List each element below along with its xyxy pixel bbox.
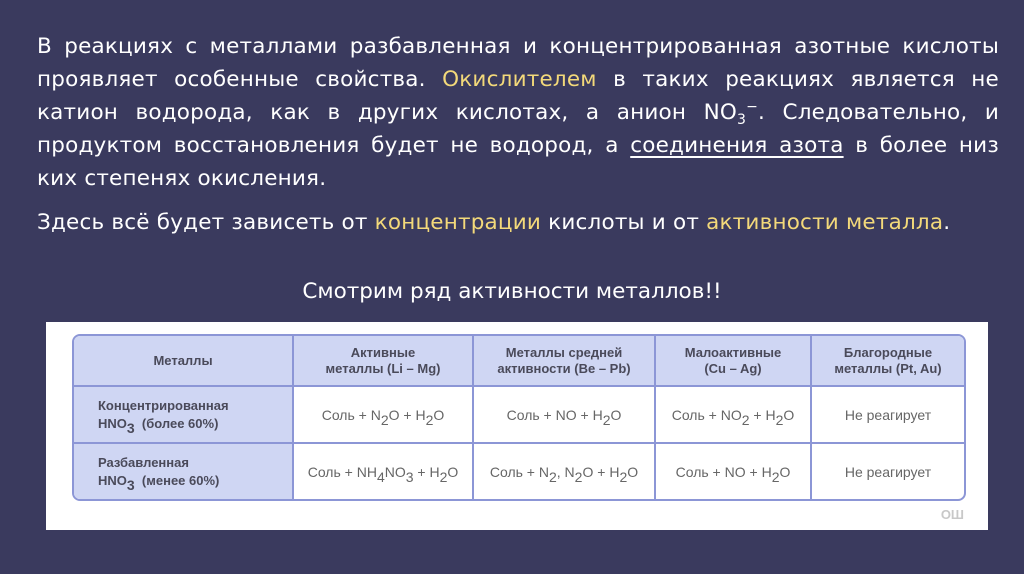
header-active: Активные металлы (Li – Mg): [294, 336, 474, 387]
table-header-row: [74, 336, 964, 387]
subtitle: Смотрим ряд активности металлов!!: [302, 279, 722, 304]
cell-dilute-active: Соль + $NH_4NO_3 + H_2O$: [294, 444, 474, 499]
cell-dilute-low: Соль + NO + $H_2O$: [656, 444, 812, 499]
watermark: ОШ: [940, 507, 964, 522]
text-segment: Здесь всё будет зависеть от: [37, 210, 368, 235]
subscript: 3: [736, 112, 747, 128]
header-noble: Благородные металлы (Pt, Au): [812, 336, 964, 387]
cell-concentrated-active: Соль + $N_2O + H_2O$: [294, 387, 474, 444]
text-segment: В реакциях с металлами разбавленная и концентрированная азотные кислоты проявляет особенные свойства.: [37, 34, 999, 92]
text-segment: . Следовательно, и продуктом восстановления будет не водород, а: [37, 100, 999, 158]
text-segment: .: [943, 210, 951, 235]
header-middle: Металлы средней активности (Be – Pb): [474, 336, 656, 387]
table-row-dilute: [74, 444, 964, 499]
cell-dilute-noble: Не реагирует: [844, 463, 932, 480]
superscript: −: [746, 99, 759, 115]
cell-dilute-middle: Соль + $N_2$, $N_2O + H_2O$: [474, 444, 656, 499]
header-low-active: Малоактивные (Cu – Ag): [656, 336, 812, 387]
cell-concentrated-noble: Не реагирует: [812, 387, 964, 444]
paragraph-nitric-acid: [37, 30, 999, 195]
underlined-nitrogen-compounds: соединения азота: [630, 133, 844, 158]
cell-concentrated-low: Соль + $NO_2 + H_2O$: [656, 387, 812, 444]
text-segment: в таких реакциях является не катион водорода, как в других кислотах, а анион NO: [37, 67, 999, 125]
text-content: [37, 30, 999, 239]
highlight-oxidizer: Окислителем: [442, 67, 597, 92]
text-segment: в более низ ких степенях окисления.: [37, 133, 999, 191]
header-metals: Металлы: [74, 336, 294, 387]
row-header-concentrated: Концентрированная $HNO_3$ (более 60%): [74, 387, 294, 444]
highlight-activity: активности металла: [706, 210, 944, 235]
cell-concentrated-middle: Соль + NO + $H_2O$: [474, 387, 656, 444]
highlight-concentration: концентрации: [374, 210, 542, 235]
table-row-concentrated: [74, 387, 964, 444]
table-image: [46, 322, 988, 530]
paragraph-dependence: [37, 206, 999, 239]
reaction-table: [72, 334, 966, 501]
text-segment: кислоты и от: [548, 210, 700, 235]
row-header-dilute: Разбавленная $HNO_3$ (менее 60%): [74, 444, 294, 499]
